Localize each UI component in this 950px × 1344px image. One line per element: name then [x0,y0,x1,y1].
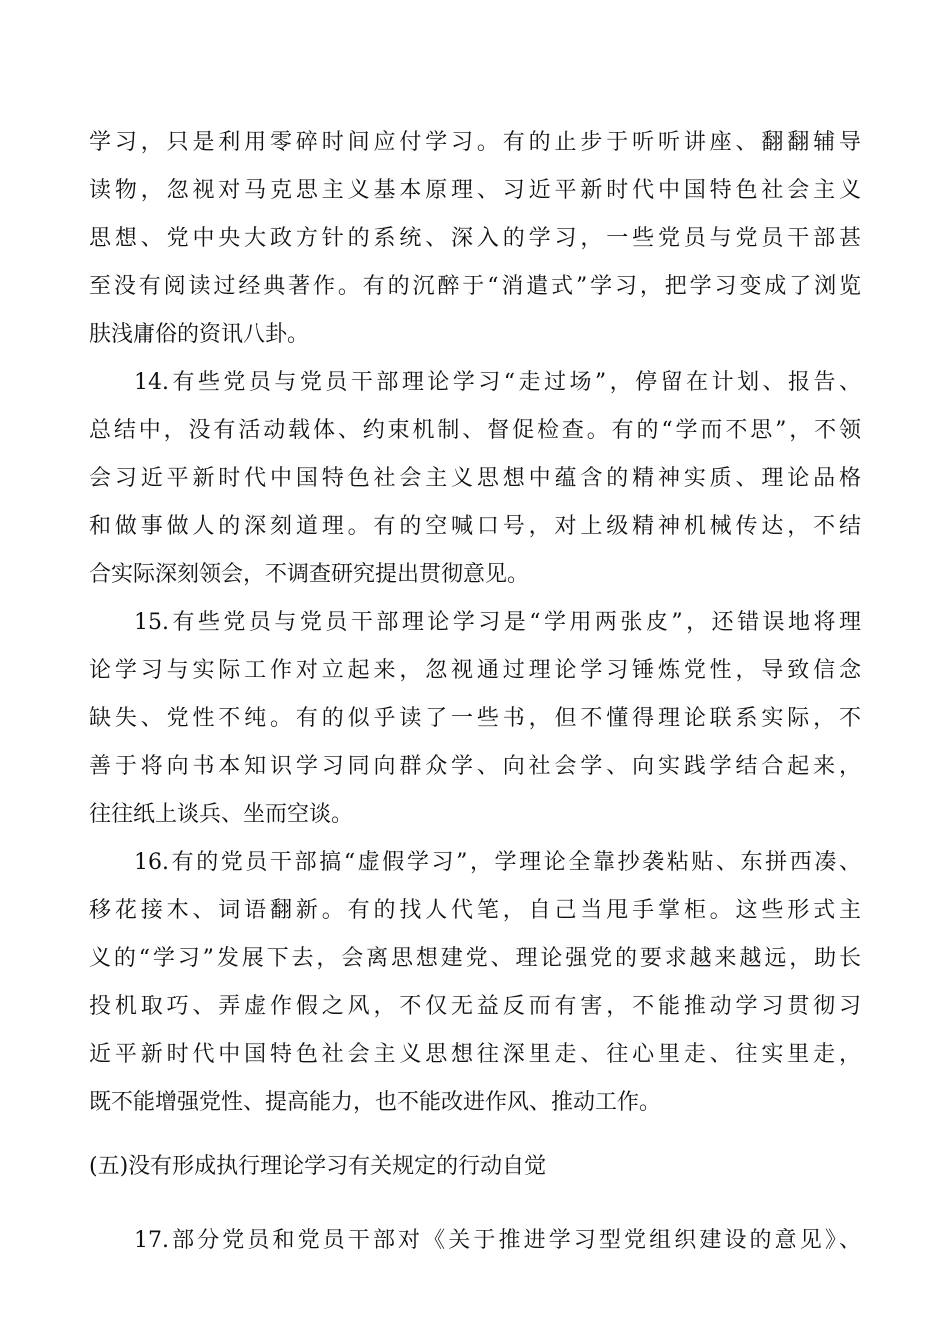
text-line: 会习近平新时代中国特色社会主义思想中蕴含的精神实质、理论品格 [89,466,861,491]
paragraph-14-first-line: 14.有些党员与党员干部理论学习“走过场”，停留在计划、报告、 [134,370,861,395]
text-line: 总结中，没有活动载体、约束机制、督促检查。有的“学而不思”，不领 [89,418,861,443]
text-line: 合实际深刻领会，不调查研究提出贯彻意见。 [89,562,530,587]
text-line: 缺失、党性不纯。有的似乎读了一些书，但不懂得理论联系实际，不 [89,706,861,731]
text-line: 往往纸上谈兵、坐而空谈。 [89,802,354,827]
text-line: 学习，只是利用零碎时间应付学习。有的止步于听听讲座、翻翻辅导 [89,130,861,155]
paragraph-17-first-line: 17.部分党员和党员干部对《关于推进学习型党组织建设的意见》、 [134,1228,861,1253]
text-line: 和做事做人的深刻道理。有的空喊口号，对上级精神机械传达，不结 [89,514,861,539]
paragraph-15-first-line: 15.有些党员与党员干部理论学习是“学用两张皮”，还错误地将理 [134,610,861,635]
text-line: 近平新时代中国特色社会主义思想往深里走、往心里走、往实里走， [89,1042,861,1067]
text-line: 读物，忽视对马克思主义基本原理、习近平新时代中国特色社会主义 [89,178,861,203]
text-line: 既不能增强党性、提高能力，也不能改进作风、推动工作。 [89,1090,662,1115]
section-heading: (五)没有形成执行理论学习有关规定的行动自觉 [89,1154,547,1179]
text-line: 投机取巧、弄虚作假之风，不仅无益反而有害，不能推动学习贯彻习 [89,994,861,1019]
text-line: 移花接木、词语翻新。有的找人代笔，自己当甩手掌柜。这些形式主 [89,898,861,923]
text-line: 论学习与实际工作对立起来，忽视通过理论学习锤炼党性，导致信念 [89,658,861,683]
text-line: 思想、党中央大政方针的系统、深入的学习，一些党员与党员干部甚 [89,226,861,251]
text-line: 肤浅庸俗的资讯八卦。 [89,322,310,347]
text-line: 义的“学习”发展下去，会离思想建党、理论强党的要求越来越远，助长 [89,946,861,971]
paragraph-16-first-line: 16.有的党员干部搞“虚假学习”，学理论全靠抄袭粘贴、东拼西凑、 [134,850,861,875]
text-line: 善于将向书本知识学习同向群众学、向社会学、向实践学结合起来， [89,754,861,779]
text-line: 至没有阅读过经典著作。有的沉醉于“消遣式”学习，把学习变成了浏览 [89,274,861,299]
